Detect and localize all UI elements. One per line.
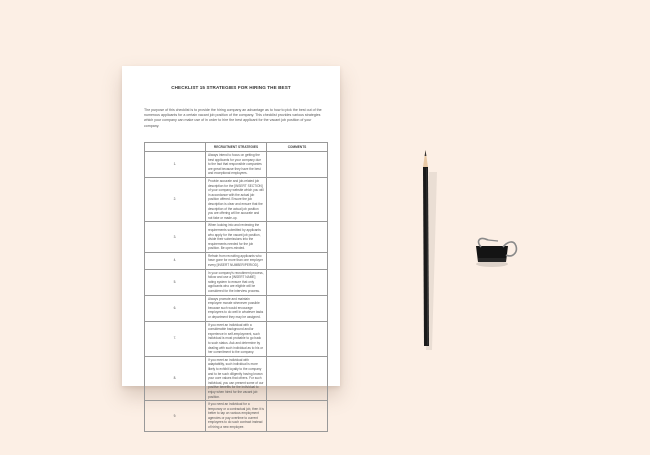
row-number: 8. (145, 356, 206, 400)
row-number: 6. (145, 295, 206, 321)
row-number: 9. (145, 401, 206, 432)
row-number: 3. (145, 222, 206, 253)
document-title: CHECKLIST 15 STRATEGIES FOR HIRING THE BEST (171, 85, 291, 90)
row-strategy: In your company's recruitment process, follow and use a [INSERT NAME] rating system to ensure that only applicants who are eligible will be considered for the interview process. (206, 269, 267, 295)
row-strategy: Always promote and maintain employee morale whenever possible because such would encourage employees to do well in whatever tasks or department they may be assigned. (206, 295, 267, 321)
row-number: 2. (145, 177, 206, 221)
row-number: 1. (145, 152, 206, 178)
row-number: 5. (145, 269, 206, 295)
row-number: 4. (145, 252, 206, 269)
row-strategy: If you meet an individual with a considerable background and/or experience in self-employment, such individual is most probable to go back to such status. Ask and determine by dealing with such individual as to his or her commitment to the company. (206, 321, 267, 356)
document-intro: The purpose of this checklist is to provide the hiring company an advantage as to how to pick the best out of the numerous applicants for a certain vacant job position of the company. This checklist provides various strategies which your company can make use of in order to hire the best applicant for the vacant job position of your company. (144, 108, 322, 128)
row-strategy: Always intend to focus on getting the best applicants for your company due to the fact that responsible companies are great because they have the best and exceptional employees. (206, 152, 267, 178)
header-strategies: RECRUITMENT STRATEGIES (206, 143, 267, 152)
row-strategy: Refrain from recruiting applicants who have gone for more than one employer every [INSERT NUMBER/PERIOD]. (206, 252, 267, 269)
row-strategy: When looking into and reviewing the requirements submitted by applicants who apply for the vacant job position, divide their submissions into the requirements needed for the job position. Be open-minded. (206, 222, 267, 253)
header-comments: COMMENTS (267, 143, 328, 152)
row-number: 7. (145, 321, 206, 356)
row-strategy: Provide accurate and job-related job description for the [INSERT SECTION] of your company website which you will in accordance with the actual job position offered. Ensure the job description is clear and ensure that the description of the actual job position you are offering will be accurate and not fake or made-up. (206, 177, 267, 221)
row-strategy: If you need an individual for a temporary or a contractual job, then it is better to tap on various employment agencies or pay overtime to current employees to do such contract instead of hiring a new employee. (206, 401, 267, 432)
row-strategy: If you meet an individual with adaptability, such individual is more likely to exhibit loyalty to the company and to be such diligently having known your core values that others. For such individual, you can present some of our positive benefits for the individual to enjoy when hired for the vacant job position. (206, 356, 267, 400)
